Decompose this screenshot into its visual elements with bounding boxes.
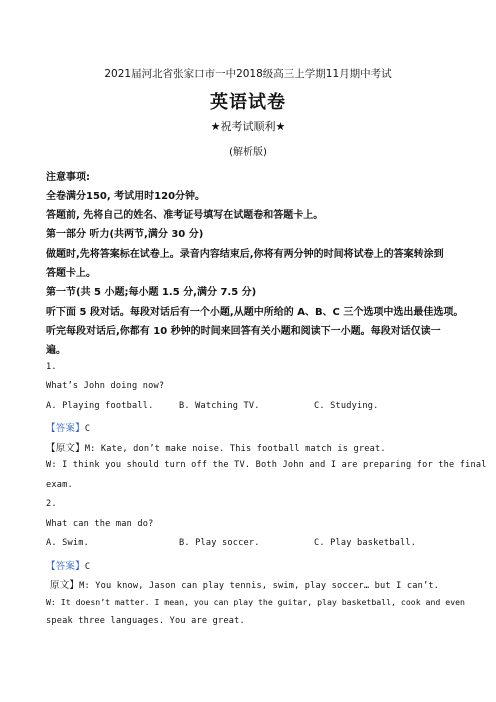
answer-line xyxy=(46,420,450,434)
answer-value: C xyxy=(84,424,91,434)
transcript-label: 【原文】 xyxy=(46,443,85,454)
part1-heading: 第一部分 听力(共两节,满分 30 分) xyxy=(46,229,204,240)
wish-line: ★祝考试顺利★ xyxy=(210,120,286,133)
answer-label: 【答案】 xyxy=(46,423,85,434)
section1-description-end: 遍。 xyxy=(46,345,66,356)
option-b: B. Watching TV. xyxy=(179,401,260,411)
question-number: 1. xyxy=(46,362,57,372)
part1-description: 做题时,先将答案标在试卷上。录音内容结束后,你将有两分钟的时间将试卷上的答案转涂到 xyxy=(46,249,444,260)
answer-value: C xyxy=(84,562,91,572)
transcript-line: W: I think you should turn off the TV. Both John and I are preparing for the final xyxy=(46,460,487,470)
answer-line xyxy=(46,558,450,572)
notes-score-line: 全卷满分150, 考试用时120分钟。 xyxy=(46,191,206,202)
transcript-line xyxy=(50,577,450,591)
edition-label: (解析版) xyxy=(229,147,267,158)
option-a: A. Playing football. xyxy=(46,401,154,411)
option-a: A. Swim. xyxy=(46,538,89,548)
answer-label: 【答案】 xyxy=(46,561,85,572)
option-c: C. Play basketball. xyxy=(314,538,417,548)
section1-description-cont: 听完每段对话后,你都有 10 秒钟的时间来回答有关小题和阅读下一小题。每段对话仅读一 xyxy=(46,326,441,337)
section1-description: 听下面 5 段对话。每段对话后有一个小题,从题中所给的 A、B、C 三个选项中选出最佳选项。 xyxy=(46,307,464,318)
transcript-line: exam. xyxy=(46,480,73,490)
transcript-text: M: You know, Jason can play tennis, swim, play soccer… but I can’t. xyxy=(79,581,440,591)
part1-description-cont: 答题卡上。 xyxy=(46,268,96,279)
subject-title: 英语试卷 xyxy=(210,92,286,113)
transcript-text: M: Kate, don’t make noise. This football match is great. xyxy=(84,444,386,454)
notes-heading: 注意事项: xyxy=(46,172,90,183)
question-text: What’s John doing now? xyxy=(46,381,165,391)
transcript-line: W: It doesn’t matter. I mean, you can play the guitar, play basketball, cook and even xyxy=(46,597,465,607)
transcript-line xyxy=(46,440,450,454)
notes-name-line: 答题前, 先将自己的姓名、准考证号填写在试题卷和答题卡上。 xyxy=(46,210,324,221)
transcript-line: speak three languages. You are great. xyxy=(46,616,245,626)
question-text: What can the man do? xyxy=(46,519,154,529)
option-c: C. Studying. xyxy=(314,401,379,411)
transcript-label: 原文】 xyxy=(50,580,80,591)
question-number: 2. xyxy=(46,499,57,509)
exam-title: 2021届河北省张家口市一中2018级高三上学期11月期中考试 xyxy=(104,68,392,80)
section1-heading: 第一节(共 5 小题;每小题 1.5 分,满分 7.5 分) xyxy=(46,287,257,298)
option-b: B. Play soccer. xyxy=(179,538,260,548)
